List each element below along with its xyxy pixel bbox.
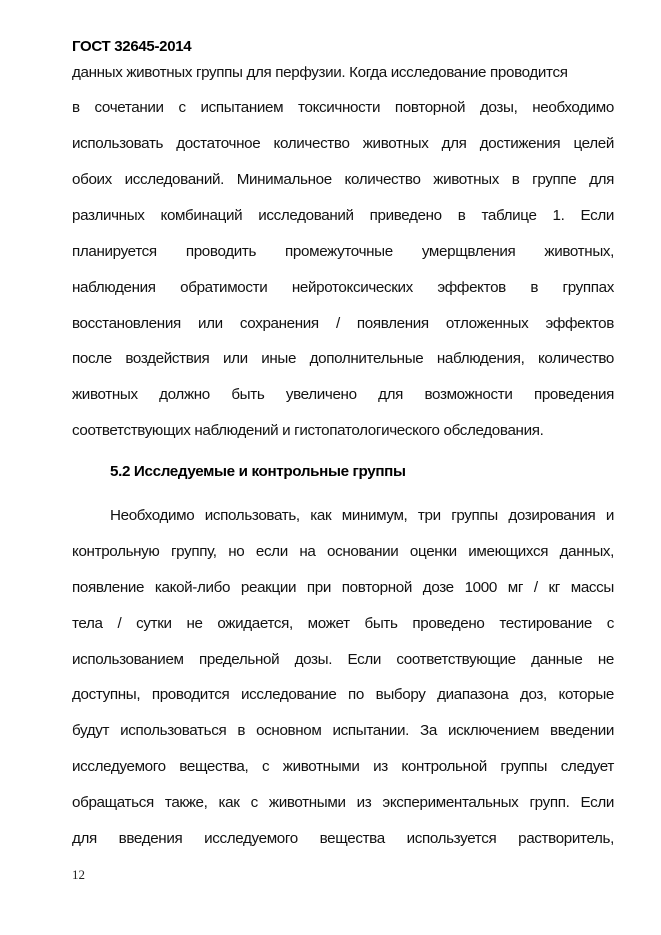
text-line: планируется проводить промежуточные умерщвления животных, (72, 243, 614, 260)
text-line: в сочетании с испытанием токсичности повторной дозы, необходимо (72, 99, 614, 116)
text-line: будут использоваться в основном испытании. За исключением введении (72, 722, 614, 739)
text-line: животных должно быть увеличено для возможности проведения (72, 386, 614, 403)
text-line: соответствующих наблюдений и гистопатологического обследования. (72, 422, 544, 439)
text-line: наблюдения обратимости нейротоксических эффектов в группах (72, 279, 614, 296)
text-line: доступны, проводится исследование по выбору диапазона доз, которые (72, 686, 614, 703)
text-line: тела / сутки не ожидается, может быть проведено тестирование с (72, 615, 614, 632)
text-line: Необходимо использовать, как минимум, три группы дозирования и (110, 507, 614, 524)
text-line: после воздействия или иные дополнительные наблюдения, количество (72, 350, 614, 367)
text-line: различных комбинаций исследований приведено в таблице 1. Если (72, 207, 614, 224)
text-line: появление какой-либо реакции при повторной дозе 1000 мг / кг массы (72, 579, 614, 596)
text-line: для введения исследуемого вещества используется растворитель, (72, 830, 614, 847)
text-line: исследуемого вещества, с животными из контрольной группы следует (72, 758, 614, 775)
section-heading: 5.2 Исследуемые и контрольные группы (110, 463, 406, 480)
text-line: данных животных группы для перфузии. Когда исследование проводится (72, 64, 568, 81)
text-line: использованием предельной дозы. Если соответствующие данные не (72, 651, 614, 668)
text-line: обоих исследований. Минимальное количество животных в группе для (72, 171, 614, 188)
text-line: контрольную группу, но если на основании оценки имеющихся данных, (72, 543, 614, 560)
text-line: использовать достаточное количество животных для достижения целей (72, 135, 614, 152)
text-line: восстановления или сохранения / появления отложенных эффектов (72, 315, 614, 332)
text-line: обращаться также, как с животными из экспериментальных групп. Если (72, 794, 614, 811)
page-number: 12 (72, 867, 85, 882)
standard-header: ГОСТ 32645-2014 (72, 38, 192, 55)
